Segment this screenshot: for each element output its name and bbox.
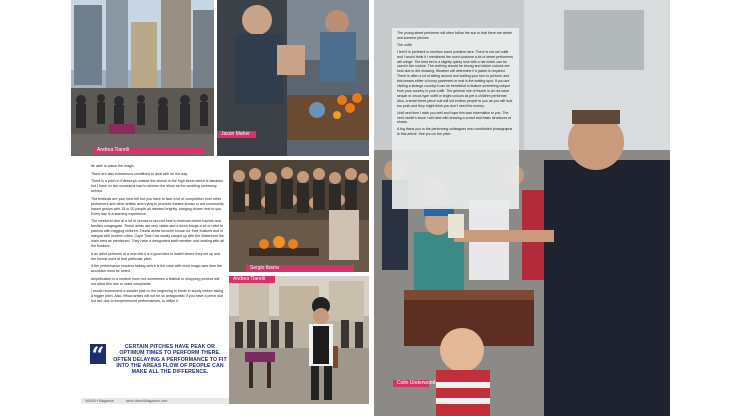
photo-street-crowd [71, 0, 214, 156]
photo-caption: Colin Underwood [393, 380, 429, 387]
body-paragraph: If the performance requires talking which is the case with most magic acts then the acoustics must be noted. [91, 264, 223, 273]
photo-caption: Andrea Tiarelli [229, 276, 275, 283]
footer-magazine: VANISH Magazine [85, 399, 114, 403]
body-paragraph: The festivals are your best bet but you have to face a lot of competition from other performers and other artistic acts trying to promote theatre shows or are community based groups with 15 or 20 people all dressed brightly, banging drums next to you. Every day is a learning experience. [91, 196, 224, 216]
pull-quote-text: CERTAIN PITCHES HAVE PEAK OR OPTIMUM TIMES TO PERFORM THERE. OFTEN DELAYING A PERFORMANCE TO FIT INTO THE AREAS FLOW OF PEOPLE CAN MAKE ALL THE DIFFERENCE. [113, 344, 227, 376]
footer-url: www.VanishMagazine.com [125, 399, 168, 403]
body-paragraph: The weekend vibe at a lot of venues is second best to festivals where tourists and families congregate. These areas are very viable and a show brings a lot of relief to parents with nagging children. Tourist areas become known for their buskers and is integral with modern cities. Cape Town has slowly caught up with the Waterfront the main area as mentioned. They have a designated staff member now dealing with all the buskers. [91, 219, 224, 248]
article-body [91, 164, 224, 307]
photo-caption: Jason Maher [217, 131, 256, 138]
overlay-text-box [392, 28, 519, 209]
body-paragraph: If an artist performs at a new site it is a good idea to watch where they set up and the format used at that particular pitch. [91, 251, 221, 261]
body-paragraph: There are also extraneous conditions to deal with on the day. [91, 171, 188, 176]
overlay-subheading: The outfit [397, 42, 412, 47]
overlay-paragraph: I feel it is pertinent to mention some pointers here. There is not set outfit and I would think if I mentioned the word costume a lot of street performers will cringe. The best bet is a slightly quirky look with a hat which can be used in the routine. The clothing should be strong and darker colours are best due to dirt showing. Weather will determine if a jacket is required. There is often a lot of sitting around and waiting your turn to perform and this means either a luxury pavement or mat is the waiting spot. If you are visiting a strange country it can be beneficial to feature something unique from your country in your outfit. The general rule of thumb is do not wear sequin or circus type outfit or bright colours as per a children performer. Also, a smart three-piece suit will not endear people to you as you will look too posh and they might think you don't need the money. [397, 49, 513, 108]
body-paragraph: There is a pitch in Edinburgh outside the church in the high street which is fabulous but I have on two occasions had to shorten the show as the wedding ceremony arrived. [91, 179, 224, 193]
body-paragraph: I would recommend a smaller pitch in the beginning to break in slowly before taking a bigger pitch. Also, fellow artists will not be so antagonistic if you have a prime slot but fail, due to inexperienced performances, to utilise it. [91, 289, 224, 303]
overlay-paragraph: A big thank you to the performing colleagues who contributed photographs to this article. See you on the pitch. [397, 127, 513, 137]
body-paragraph: be able to watch the magic. [91, 164, 135, 168]
page-footer [81, 398, 229, 404]
body-paragraph: Amplification is a modern norm but sometimes a festival or shopping precinct will not allow this due to noise complaints. [91, 276, 220, 286]
photo-performer-square [229, 276, 369, 404]
photo-caption: Andrea Tiarelli [93, 147, 204, 154]
overlay-paragraph: Until next time I wish you well and hope this was informative to you. The next month's issue I will deal with drawing a crowd and basic structures of shows. [397, 110, 512, 125]
pull-quote [90, 344, 228, 378]
quote-mark-icon: “ [91, 343, 105, 369]
photo-crowd-watching [229, 160, 369, 272]
photo-caption: Sergio Ibarra [246, 265, 354, 272]
overlay-paragraph: The young street performer will often follow the sun in that there are winter and summer pitches. [397, 31, 513, 40]
